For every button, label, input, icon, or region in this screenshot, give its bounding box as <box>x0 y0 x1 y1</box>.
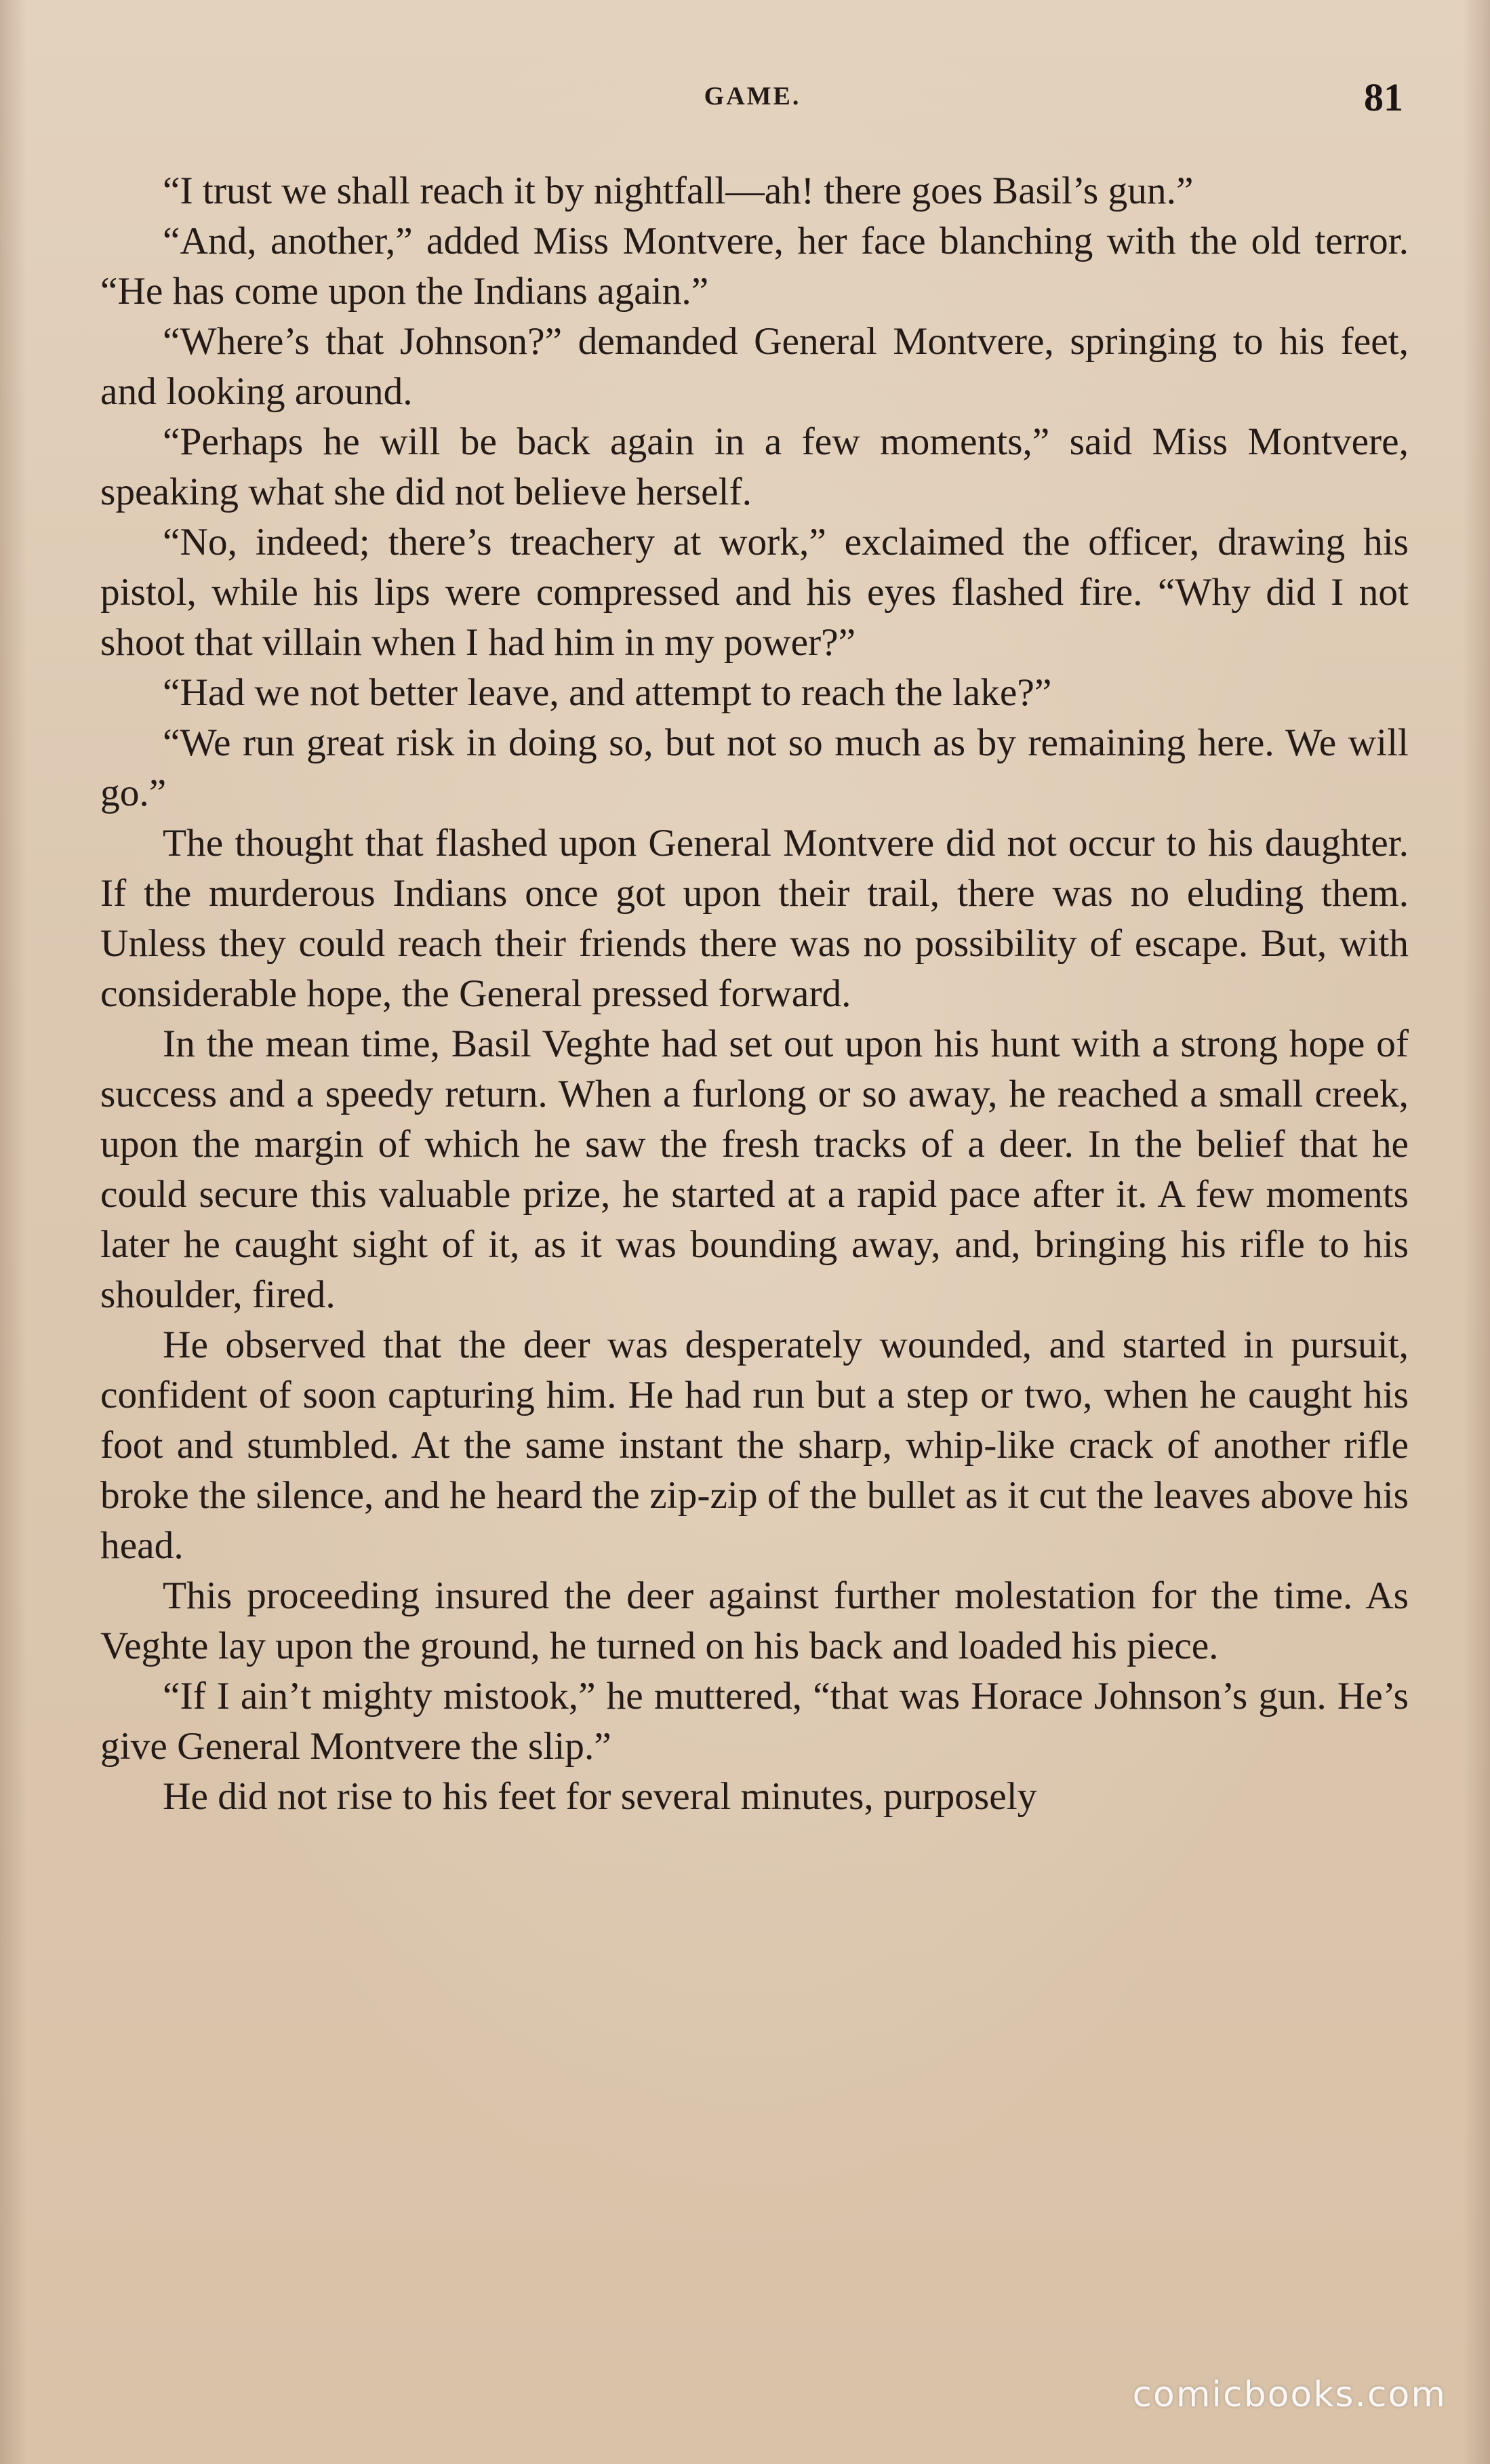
paragraph-7: “We run great risk in doing so, but not so much as by remaining here. We will go.” <box>100 721 1409 814</box>
paragraph-11: This proceeding insured the deer against further molestation for the time. As Veghte lay upon the ground, he turned on his back and loaded his piece. <box>100 1574 1409 1667</box>
paragraph-3: “Where’s that Johnson?” demanded General Montvere, springing to his feet, and looking around. <box>100 320 1409 413</box>
paragraph-10: He observed that the deer was desperately wounded, and started in pursuit, confident of soon capturing him. He had run but a step or two, when he caught his foot and stumbled. At the same instant the sharp, whip-like crack of another rifle broke the silence, and he heard the zip-zip of the bullet as it cut the leaves above his head. <box>100 1324 1409 1567</box>
paragraph-1: “I trust we shall reach it by nightfall—ah! there goes Basil’s gun.” <box>163 170 1194 212</box>
page-shadow-left <box>0 0 27 2464</box>
paragraph-4: “Perhaps he will be back again in a few moments,” said Miss Montvere, speaking what she did not believe herself. <box>100 420 1409 513</box>
paragraph-8: The thought that flashed upon General Montvere did not occur to his daughter. If the murderous Indians once got upon their trail, there was no eluding them. Unless they could reach their friends there was no possibility of escape. But, with considerable hope, the General pressed forward. <box>100 822 1409 1015</box>
paragraph-5: “No, indeed; there’s treachery at work,” exclaimed the officer, drawing his pistol, while his lips were compressed and his eyes flashed fire. “Why did I not shoot that villain when I had him in my power?” <box>100 521 1409 664</box>
paragraph-13: He did not rise to his feet for several minutes, purposely <box>163 1775 1037 1818</box>
watermark-text: comicbooks.com <box>1132 2374 1447 2415</box>
running-head <box>102 75 1403 122</box>
paragraph-12: “If I ain’t mighty mistook,” he muttered, “that was Horace Johnson’s gun. He’s give General Montvere the slip.” <box>100 1675 1409 1768</box>
paragraph-2: “And, another,” added Miss Montvere, her face blanching with the old terror. “He has come upon the Indians again.” <box>100 220 1409 313</box>
paragraph-9: In the mean time, Basil Veghte had set out upon his hunt with a strong hope of success and a speedy return. When a furlong or so away, he reached a small creek, upon the margin of which he saw the fresh tracks of a deer. In the belief that he could secure this valuable prize, he started at a rapid pace after it. A few moments later he caught sight of it, as it was bounding away, and, bringing his rifle to his shoulder, fired. <box>100 1022 1409 1316</box>
paragraph-6: “Had we not better leave, and attempt to reach the lake?” <box>163 671 1052 714</box>
page-shadow-right <box>1463 0 1490 2464</box>
running-title: GAME. <box>704 82 801 111</box>
body-text <box>100 166 1409 1822</box>
page-number: 81 <box>1364 75 1403 119</box>
